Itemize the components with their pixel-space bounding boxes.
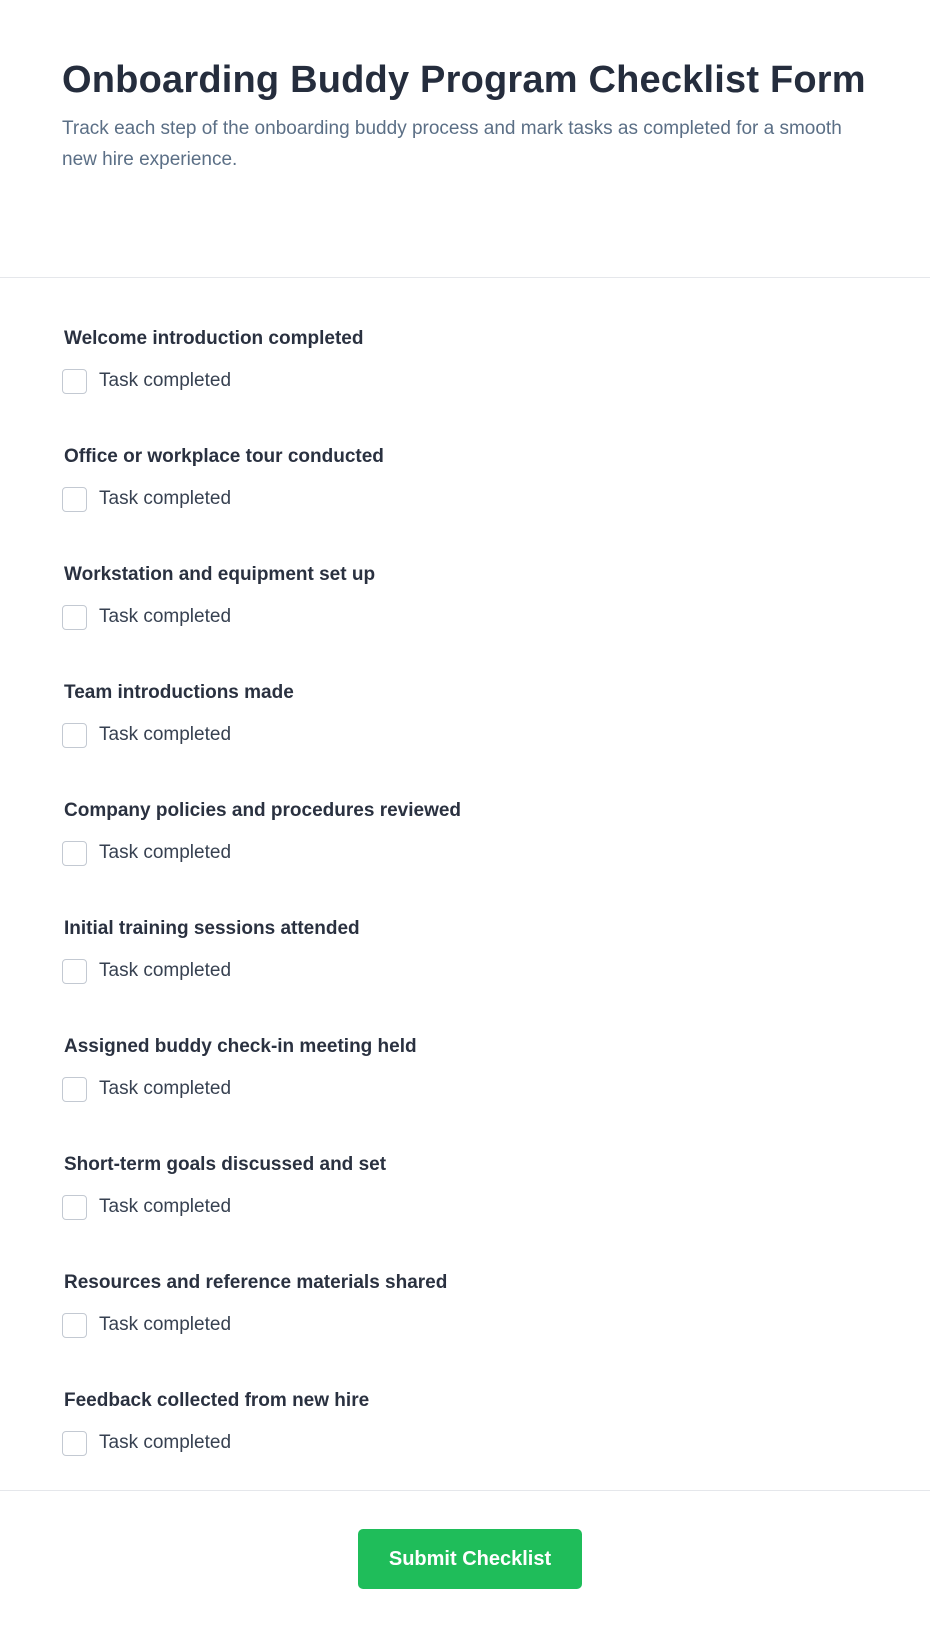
task-completed-checkbox[interactable] (62, 487, 87, 512)
task-completed-label[interactable]: Task completed (99, 1432, 232, 1453)
page-subtitle: Track each step of the onboarding buddy process and mark tasks as completed for a smooth new hire experience. (62, 118, 842, 170)
task-completed-checkbox[interactable] (62, 1077, 87, 1102)
task-completed-label[interactable]: Task completed (99, 370, 232, 391)
checklist-item (64, 1388, 868, 1506)
task-completed-label[interactable]: Task completed (99, 842, 232, 863)
task-completed-label[interactable]: Task completed (99, 960, 232, 981)
task-completed-label[interactable]: Task completed (99, 1196, 232, 1217)
item-label: Feedback collected from new hire (64, 1390, 370, 1411)
task-completed-option[interactable] (64, 1430, 868, 1456)
task-completed-checkbox[interactable] (62, 1313, 87, 1338)
item-label: Company policies and procedures reviewed (64, 800, 462, 821)
task-completed-option[interactable] (64, 486, 868, 512)
task-completed-label[interactable]: Task completed (99, 606, 232, 627)
form-footer (0, 1491, 930, 1589)
checklist-item (64, 1270, 868, 1388)
task-completed-checkbox[interactable] (62, 723, 87, 748)
task-completed-label[interactable]: Task completed (99, 488, 232, 509)
task-completed-checkbox[interactable] (62, 605, 87, 630)
checklist-item (64, 444, 868, 562)
task-completed-option[interactable] (64, 1194, 868, 1220)
task-completed-checkbox[interactable] (62, 1431, 87, 1456)
item-label: Team introductions made (64, 682, 294, 703)
task-completed-label[interactable]: Task completed (99, 1078, 232, 1099)
task-completed-option[interactable] (64, 722, 868, 748)
task-completed-label[interactable]: Task completed (99, 724, 232, 745)
task-completed-option[interactable] (64, 1312, 868, 1338)
task-completed-label[interactable]: Task completed (99, 1314, 232, 1335)
item-label: Workstation and equipment set up (64, 564, 376, 585)
checklist-item (64, 1152, 868, 1270)
task-completed-checkbox[interactable] (62, 1195, 87, 1220)
task-completed-option[interactable] (64, 604, 868, 630)
checklist-item (64, 562, 868, 680)
checklist-item (64, 798, 868, 916)
task-completed-checkbox[interactable] (62, 841, 87, 866)
item-label: Initial training sessions attended (64, 918, 360, 939)
checklist-item (64, 680, 868, 798)
item-label: Short-term goals discussed and set (64, 1154, 387, 1175)
checklist-item (64, 1034, 868, 1152)
item-label: Office or workplace tour conducted (64, 446, 384, 467)
item-label: Resources and reference materials shared (64, 1272, 448, 1293)
submit-checklist-button[interactable]: Submit Checklist (358, 1529, 582, 1589)
checklist-items (0, 278, 930, 1491)
task-completed-option[interactable] (64, 1076, 868, 1102)
page-title: Onboarding Buddy Program Checklist Form (62, 59, 866, 101)
task-completed-checkbox[interactable] (62, 959, 87, 984)
task-completed-option[interactable] (64, 368, 868, 394)
checklist-item (64, 916, 868, 1034)
task-completed-checkbox[interactable] (62, 369, 87, 394)
checklist-item (64, 326, 868, 444)
task-completed-option[interactable] (64, 958, 868, 984)
item-label: Welcome introduction completed (64, 328, 364, 349)
form-header (0, 0, 930, 278)
task-completed-option[interactable] (64, 840, 868, 866)
item-label: Assigned buddy check-in meeting held (64, 1036, 417, 1057)
